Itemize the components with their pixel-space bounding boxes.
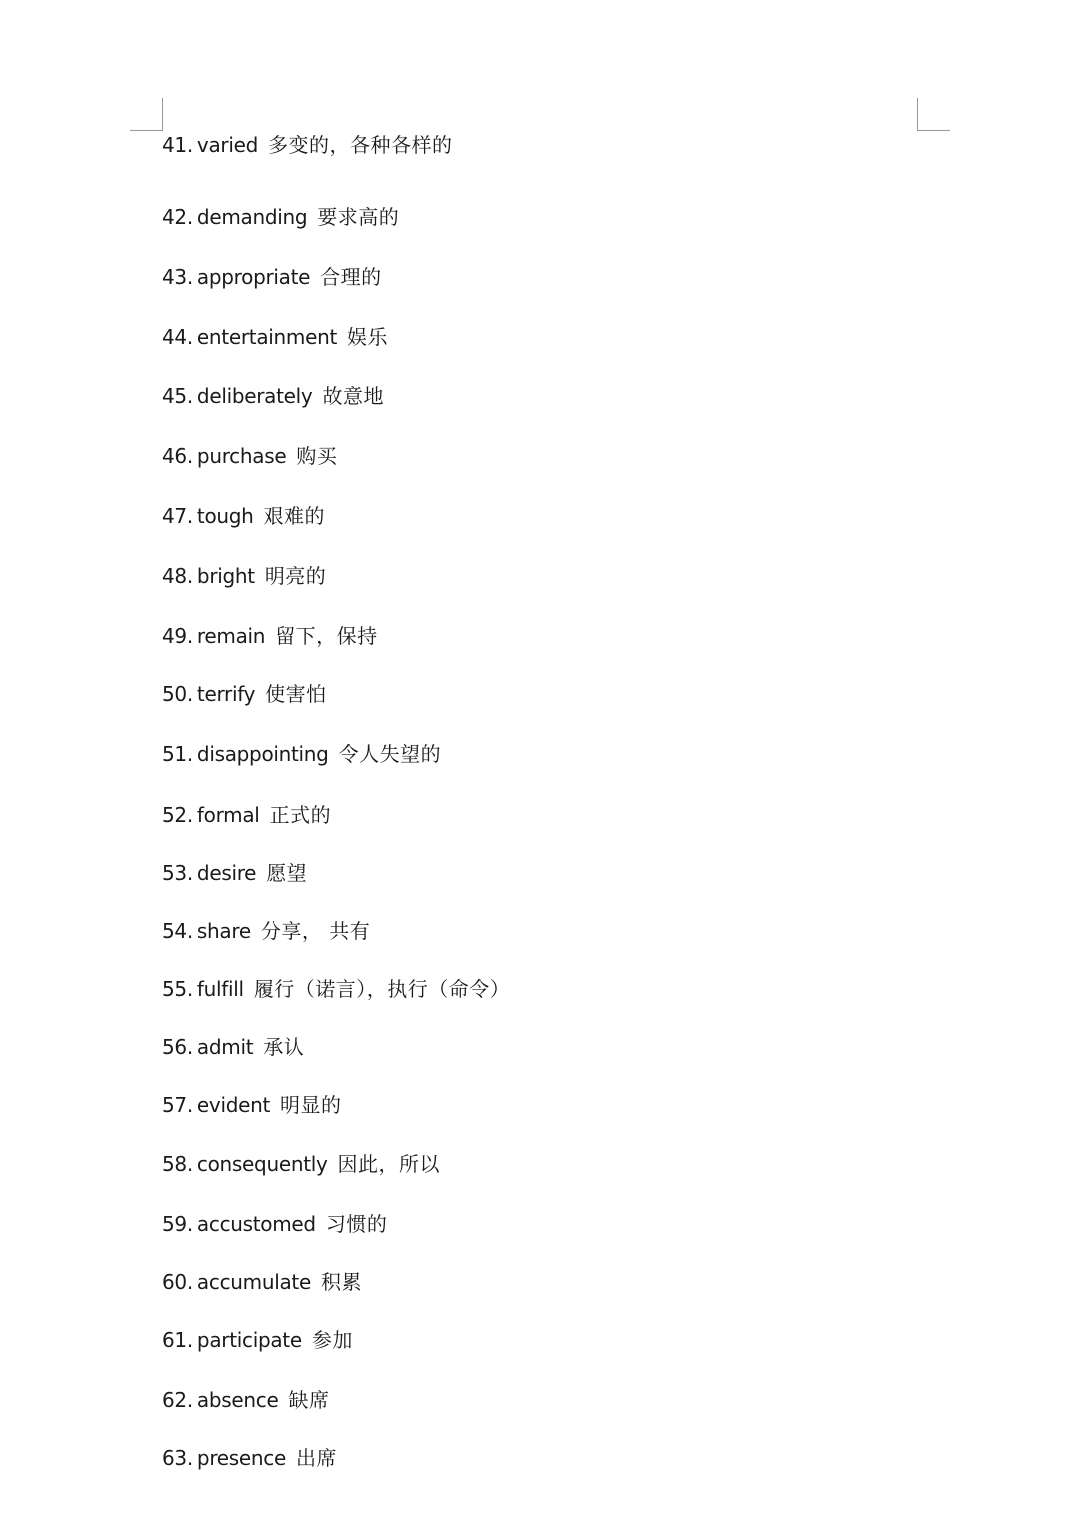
vocab-entry <box>162 1091 342 1119</box>
vocab-entry <box>162 1326 353 1354</box>
entry-meaning: 合理的 <box>320 265 382 289</box>
entry-number: 53. <box>162 861 193 885</box>
entry-word: remain <box>196 624 266 648</box>
vocab-entry <box>162 801 331 829</box>
entry-meaning: 购买 <box>296 444 338 468</box>
entry-word: formal <box>196 803 260 827</box>
vocab-entry <box>162 131 453 159</box>
vocab-entry <box>162 442 337 470</box>
vocab-entry <box>162 502 325 530</box>
entry-meaning: 承认 <box>263 1035 305 1059</box>
entry-number: 41. <box>162 133 193 157</box>
entry-meaning: 多变的，各种各样的 <box>268 133 453 157</box>
entry-number: 58. <box>162 1152 193 1176</box>
entry-meaning: 参加 <box>311 1328 353 1352</box>
entry-number: 51. <box>162 742 193 766</box>
entry-word: accumulate <box>196 1270 311 1294</box>
entry-meaning: 令人失望的 <box>338 742 442 766</box>
entry-word: terrify <box>196 682 256 706</box>
entry-word: presence <box>196 1446 287 1470</box>
entry-word: bright <box>196 564 255 588</box>
entry-meaning: 愿望 <box>266 861 308 885</box>
vocab-entry <box>162 1210 387 1238</box>
entry-word: absence <box>196 1388 279 1412</box>
entry-number: 56. <box>162 1035 193 1059</box>
entry-meaning: 分享， 共有 <box>260 919 371 943</box>
entry-meaning: 娱乐 <box>347 325 389 349</box>
entry-number: 42. <box>162 205 193 229</box>
entry-word: desire <box>196 861 257 885</box>
entry-number: 49. <box>162 624 193 648</box>
vocab-entry <box>162 859 307 887</box>
entry-meaning: 出席 <box>296 1446 338 1470</box>
entry-meaning: 履行（诺言），执行（命令） <box>253 977 511 1001</box>
entry-word: disappointing <box>196 742 329 766</box>
entry-number: 60. <box>162 1270 193 1294</box>
entry-number: 61. <box>162 1328 193 1352</box>
entry-number: 52. <box>162 803 193 827</box>
entry-number: 48. <box>162 564 193 588</box>
entry-meaning: 积累 <box>320 1270 362 1294</box>
entry-meaning: 因此，所以 <box>337 1152 441 1176</box>
vocab-entry <box>162 1268 362 1296</box>
vocab-entry <box>162 1033 304 1061</box>
entry-number: 46. <box>162 444 193 468</box>
entry-word: participate <box>196 1328 302 1352</box>
entry-meaning: 明亮的 <box>264 564 327 588</box>
entry-number: 62. <box>162 1388 193 1412</box>
entry-word: consequently <box>196 1152 328 1176</box>
entry-meaning: 使害怕 <box>265 682 327 706</box>
entry-word: share <box>196 919 251 943</box>
vocab-entry <box>162 1150 440 1178</box>
vocab-entry <box>162 323 388 351</box>
entry-number: 50. <box>162 682 193 706</box>
entry-meaning: 艰难的 <box>263 504 326 528</box>
entry-word: tough <box>196 504 254 528</box>
entry-meaning: 明显的 <box>280 1093 342 1117</box>
vocab-entry <box>162 263 382 291</box>
entry-meaning: 留下，保持 <box>275 624 378 648</box>
entry-word: appropriate <box>196 265 311 289</box>
entry-number: 55. <box>162 977 193 1001</box>
entry-word: entertainment <box>196 325 338 349</box>
entry-word: deliberately <box>196 384 313 408</box>
vocab-entry <box>162 740 441 768</box>
entry-number: 47. <box>162 504 193 528</box>
entry-word: purchase <box>196 444 287 468</box>
vocab-entry <box>162 917 370 945</box>
entry-word: accustomed <box>196 1212 316 1236</box>
entry-number: 45. <box>162 384 193 408</box>
entry-number: 63. <box>162 1446 193 1470</box>
entry-word: admit <box>196 1035 254 1059</box>
entry-word: fulfill <box>196 977 244 1001</box>
entry-meaning: 故意地 <box>322 384 384 408</box>
entry-word: evident <box>196 1093 271 1117</box>
entry-number: 59. <box>162 1212 193 1236</box>
entry-meaning: 缺席 <box>288 1388 330 1412</box>
vocab-entry <box>162 382 384 410</box>
entry-number: 43. <box>162 265 193 289</box>
vocab-entry <box>162 680 327 708</box>
entry-number: 57. <box>162 1093 193 1117</box>
entry-word: demanding <box>196 205 308 229</box>
entry-meaning: 正式的 <box>269 803 332 827</box>
entry-number: 54. <box>162 919 193 943</box>
vocab-entry <box>162 975 510 1003</box>
vocab-entry <box>162 1444 337 1472</box>
vocab-entry <box>162 1386 329 1414</box>
entry-word: varied <box>196 133 258 157</box>
vocab-entry <box>162 203 399 231</box>
entry-meaning: 习惯的 <box>325 1212 388 1236</box>
entry-meaning: 要求高的 <box>317 205 400 229</box>
vocab-entry <box>162 622 378 650</box>
vocab-entry <box>162 562 326 590</box>
entry-number: 44. <box>162 325 193 349</box>
